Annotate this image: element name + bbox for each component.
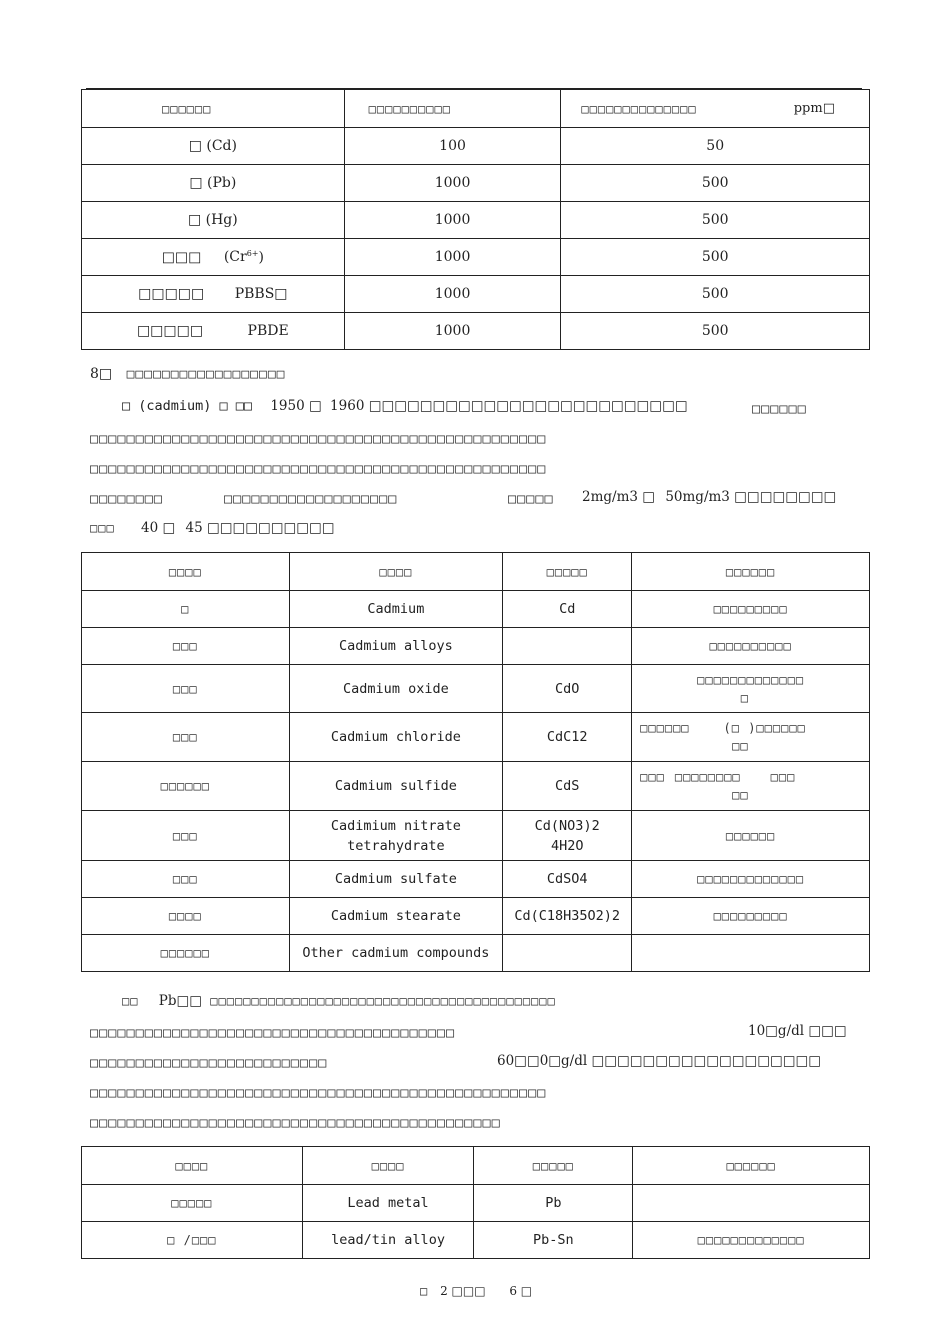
substance-cell: [82, 239, 345, 276]
paragraph-line: [90, 520, 335, 536]
header-cell: □□□□: [289, 553, 503, 591]
paragraph-fragment: 10□g/dl □□□: [748, 1023, 847, 1039]
text-fragment: 1960 □□□□□□□□□□□□□□□□□□□□□□□□□: [330, 398, 688, 414]
value-cell: 500: [561, 165, 870, 202]
usage-cell: □□□□□□□□□□□□□: [632, 861, 870, 898]
usage-cell: □□□□□□□□□: [632, 898, 870, 935]
text-fragment: □□□: [640, 770, 665, 784]
text-fragment: □□□□□□□□: [674, 770, 741, 784]
formula-cell: CdO: [503, 665, 632, 713]
substance-formula: (Cr: [223, 249, 247, 266]
name-line: tetrahydrate: [347, 837, 445, 854]
text-fragment: 2mg/m3 □: [582, 489, 656, 505]
usage-cell: □□□□□□□□□□: [632, 628, 870, 665]
en-name-cell: Cadmium: [289, 591, 503, 628]
text-fragment: □□: [122, 994, 139, 1008]
value-cell: 500: [561, 313, 870, 350]
table-row: [82, 811, 870, 861]
usage-line: □□: [732, 739, 749, 753]
en-name-cell: Other cadmium compounds: [289, 935, 503, 972]
substance-cell: □ (Cd): [82, 128, 345, 165]
cn-name-cell: □□□: [82, 628, 290, 665]
usage-cell: [632, 935, 870, 972]
en-name-cell: Lead metal: [302, 1185, 474, 1222]
header-cell: □□□□: [82, 1147, 303, 1185]
cn-name-cell: □□□: [82, 665, 290, 713]
paragraph-line: □□□□□□□□□□□□□□□□□□□□□□□□□□□□□□□□□□□□□□□□□□□□□□□□□□: [90, 1085, 547, 1101]
header-cell: □□□□□□: [632, 553, 870, 591]
value-cell: 500: [561, 202, 870, 239]
formula-cell: [503, 628, 632, 665]
cn-name-cell: □: [82, 591, 290, 628]
cn-name-cell: □□□□□: [82, 1185, 303, 1222]
usage-line: □: [740, 690, 749, 705]
limits-table: [81, 89, 870, 350]
ppm-unit: ppm□: [793, 101, 835, 116]
paragraph-line: □□□□□□□□□□□□□□□□□□□□□□□□□□: [90, 1055, 328, 1071]
usage-line: [640, 768, 865, 786]
cn-name-cell: □□□□□□: [82, 935, 290, 972]
text-fragment: Pb□□: [158, 993, 202, 1009]
lead-table: [81, 1146, 870, 1259]
name-line: Cadimium nitrate: [330, 817, 461, 834]
table-header-row: [82, 1147, 870, 1185]
usage-line: □□: [732, 788, 749, 802]
table-row: [82, 239, 870, 276]
text-fragment: 1950 □: [270, 398, 322, 414]
footer-fragment: 6 □: [509, 1284, 533, 1298]
table-header-row: [82, 553, 870, 591]
substance-abbr: PBDE: [247, 323, 289, 339]
header-cell: □□□□□□□□□□: [344, 90, 561, 128]
usage-cell: [632, 762, 870, 811]
formula-cell: [503, 811, 632, 861]
formula-cell: Cd(C18H35O2)2: [503, 898, 632, 935]
paragraph-fragment: [582, 489, 836, 505]
usage-cell: □□□□□□□□□: [632, 591, 870, 628]
header-cell: □□□□: [82, 553, 290, 591]
value-cell: 500: [561, 239, 870, 276]
table-row: [82, 665, 870, 713]
en-name-cell: Cadmium alloys: [289, 628, 503, 665]
header-cell: □□□□□□: [633, 1147, 870, 1185]
table-row: [82, 861, 870, 898]
text-fragment: □□□: [90, 521, 115, 535]
table-row: [82, 935, 870, 972]
paragraph-fragment: □□□□□□□□: [90, 491, 164, 507]
value-cell: 500: [561, 276, 870, 313]
en-name-cell: Cadmium sulfate: [289, 861, 503, 898]
en-name-cell: lead/tin alloy: [302, 1222, 474, 1259]
cn-name-cell: □□□□□□: [82, 762, 290, 811]
text-fragment: □□□□□□□□□□□□□□□□□□□□□□□□□□□□□□□□□□□□□□□□□□: [210, 994, 556, 1008]
table-row: [82, 628, 870, 665]
table-row: [82, 591, 870, 628]
cadmium-table: [81, 552, 870, 972]
substance-name: □□□□□: [138, 286, 205, 302]
paragraph-fragment: □□□□□: [508, 491, 554, 507]
usage-line: [640, 719, 865, 737]
page-footer: [420, 1284, 532, 1298]
header-cell: [561, 90, 870, 128]
formula-cell: [503, 935, 632, 972]
header-cell: □□□□□: [503, 553, 632, 591]
formula-line: 4H2O: [550, 837, 584, 854]
en-name-cell: Cadmium stearate: [289, 898, 503, 935]
substance-cell: □ (Hg): [82, 202, 345, 239]
table-row: [82, 313, 870, 350]
table-row: [82, 713, 870, 762]
text-fragment: □ (cadmium) □ □□: [122, 398, 253, 414]
header-cell: □□□□: [302, 1147, 474, 1185]
formula-cell: Pb: [474, 1185, 633, 1222]
usage-cell: [632, 665, 870, 713]
value-cell: 100: [344, 128, 561, 165]
formula-cell: Cd: [503, 591, 632, 628]
substance-cell: [82, 313, 345, 350]
paragraph-line: □□□□□□□□□□□□□□□□□□□□□□□□□□□□□□□□□□□□□□□□: [90, 1025, 456, 1041]
substance-name: □□□: [161, 249, 202, 266]
text-fragment: □□□□□□: [640, 721, 690, 735]
cn-name-cell: □□□: [82, 861, 290, 898]
substance-name: □□□□□: [136, 323, 204, 339]
value-cell: 1000: [344, 165, 561, 202]
en-name-cell: Cadmium sulfide: [289, 762, 503, 811]
substance-close: ): [258, 249, 264, 266]
substance-cell: [82, 276, 345, 313]
table-row: [82, 165, 870, 202]
table-row: [82, 1222, 870, 1259]
header-text: □□□□□□□□□□□□□□: [581, 101, 697, 116]
paragraph-line: □□□□□□□□□□□□□□□□□□□□□□□□□□□□□□□□□□□□□□□□□□□□□□□□□□: [90, 461, 547, 477]
substance-sup: 6+: [246, 248, 259, 258]
section-heading: [90, 366, 285, 382]
cn-name-cell: □□□: [82, 811, 290, 861]
usage-cell: [632, 713, 870, 762]
formula-cell: CdC12: [503, 713, 632, 762]
usage-cell: [633, 1185, 870, 1222]
table-header-row: [82, 90, 870, 128]
text-fragment: 45 □□□□□□□□□□: [185, 520, 335, 536]
cn-name-cell: □ /□□□: [82, 1222, 303, 1259]
formula-cell: CdS: [503, 762, 632, 811]
footer-fragment: □: [420, 1284, 429, 1298]
table-row: [82, 762, 870, 811]
formula-cell: Pb-Sn: [474, 1222, 633, 1259]
paragraph-fragment: □□□□□□: [752, 401, 807, 417]
paragraph-fragment: □□□□□□□□□□□□□□□□□□□: [224, 491, 398, 507]
header-cell: □□□□□□: [82, 90, 345, 128]
value-cell: 1000: [344, 239, 561, 276]
value-cell: 1000: [344, 276, 561, 313]
value-cell: 1000: [344, 202, 561, 239]
usage-cell: □□□□□□: [632, 811, 870, 861]
usage-cell: □□□□□□□□□□□□□: [633, 1222, 870, 1259]
substance-cell: □ (Pb): [82, 165, 345, 202]
en-name-cell: Cadmium oxide: [289, 665, 503, 713]
footer-fragment: 2 □□□: [440, 1284, 486, 1298]
en-name-cell: [289, 811, 503, 861]
value-cell: 50: [561, 128, 870, 165]
value-cell: 1000: [344, 313, 561, 350]
paragraph-line: [122, 398, 688, 414]
cn-name-cell: □□□□: [82, 898, 290, 935]
table-row: [82, 276, 870, 313]
text-fragment: □□□: [770, 770, 796, 784]
substance-abbr: PBBS□: [234, 286, 288, 302]
formula-line: Cd(NO3)2: [534, 817, 600, 834]
section-number: 8□: [90, 366, 113, 382]
paragraph-line: [122, 993, 556, 1009]
cn-name-cell: □□□: [82, 713, 290, 762]
text-fragment: (□ )□□□□□□: [723, 721, 806, 735]
text-fragment: 40 □: [140, 520, 176, 536]
paragraph-fragment: 60□□0□g/dl □□□□□□□□□□□□□□□□□□: [497, 1053, 822, 1069]
table-row: [82, 898, 870, 935]
en-name-cell: Cadmium chloride: [289, 713, 503, 762]
table-row: [82, 128, 870, 165]
formula-cell: CdSO4: [503, 861, 632, 898]
paragraph-line: □□□□□□□□□□□□□□□□□□□□□□□□□□□□□□□□□□□□□□□□□□□□□: [90, 1115, 501, 1131]
section-title: □□□□□□□□□□□□□□□□□□: [126, 367, 286, 382]
usage-line: □□□□□□□□□□□□□: [697, 672, 805, 687]
text-fragment: 50mg/m3 □□□□□□□□: [665, 489, 837, 505]
paragraph-line: □□□□□□□□□□□□□□□□□□□□□□□□□□□□□□□□□□□□□□□□□□□□□□□□□□: [90, 431, 547, 447]
header-cell: □□□□□: [474, 1147, 633, 1185]
table-row: [82, 1185, 870, 1222]
table-row: [82, 202, 870, 239]
